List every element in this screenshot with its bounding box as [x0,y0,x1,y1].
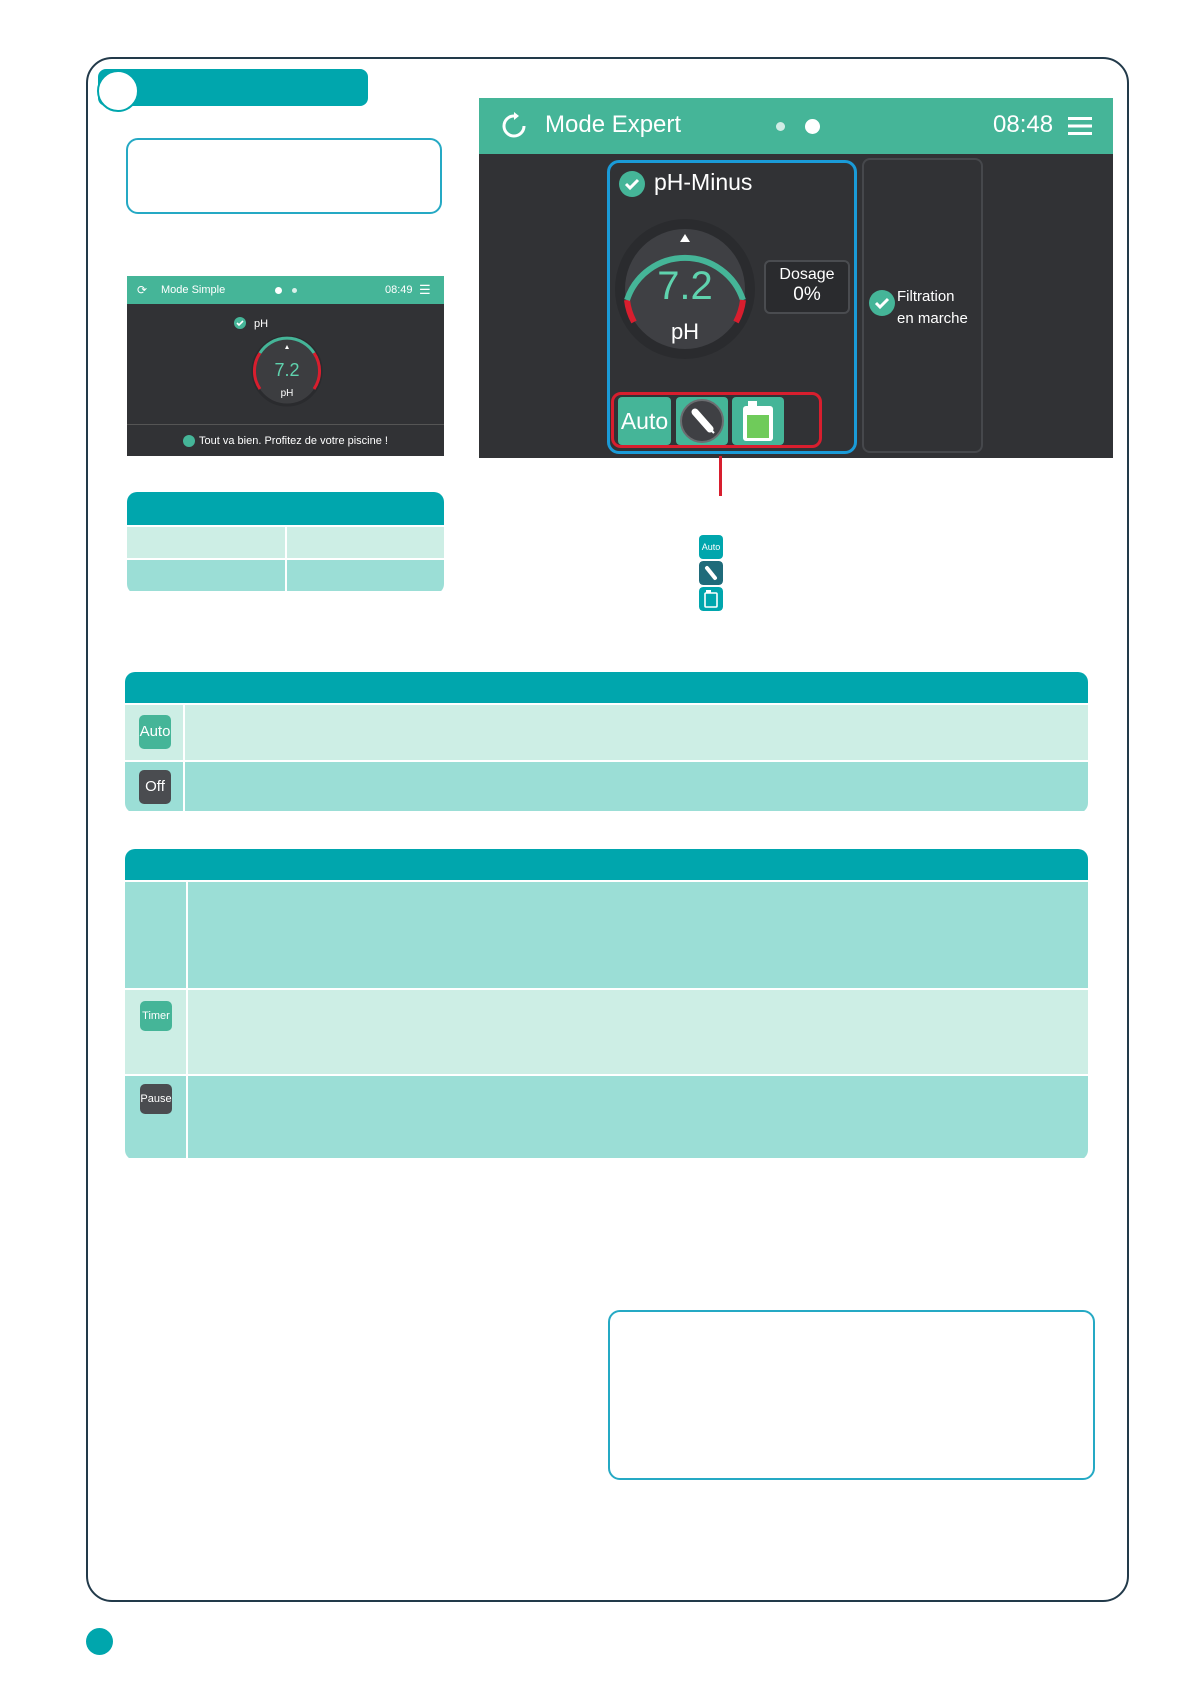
simple-gauge-panel [127,304,444,424]
expert-gauge-unit: pH [670,319,700,344]
mode-table [125,672,1088,813]
check-icon [618,170,646,198]
page-indicator-active [275,287,282,294]
table-icon-cell [125,882,188,988]
simple-mode-title: Mode Simple [161,284,226,296]
refresh-icon[interactable]: ⟳ [137,283,148,297]
expert-gauge-value: 7.2 [657,264,713,308]
expert-mode-title: Mode Expert [545,111,682,138]
filtration-check-icon [868,289,896,317]
auto-badge: Auto [139,715,171,749]
expert-mode-header [479,98,1113,154]
off-badge: Off [139,770,171,804]
filtration-line-2: en marche [897,310,968,327]
table-row [125,988,1088,1074]
expert-mode-screen [479,98,1113,458]
calibration-button[interactable] [676,397,728,445]
table-row [127,558,444,591]
menu-icon[interactable]: ☰ [419,282,431,297]
page-indicator [292,288,297,293]
page-indicator-active [805,119,820,134]
small-table-header [127,492,444,525]
filtration-status [897,286,968,330]
status-footer [127,424,444,456]
ph-card-title: pH-Minus [654,169,753,195]
pause-badge: Pause [140,1084,172,1114]
mode-table-header [125,672,1088,703]
ok-check-icon [183,435,195,447]
small-info-table [127,492,444,594]
expert-mode-time: 08:48 [993,111,1054,138]
timer-table-header [125,849,1088,880]
refresh-icon[interactable] [501,112,527,140]
pointer-line [719,456,722,496]
legend-calibration-icon [699,561,723,585]
info-callout-bottom [608,1310,1095,1480]
dosage-label: Dosage [779,266,835,283]
filtration-line-1: Filtration [897,288,955,305]
table-row [127,525,444,558]
simple-gauge-value: 7.2 [274,360,300,380]
simple-sensor-label: pH [254,318,269,330]
legend-tank-icon [699,587,723,611]
auto-mode-button[interactable]: Auto [618,397,671,445]
tank-button[interactable] [732,397,784,445]
simple-mode-time: 08:49 [385,284,413,296]
simple-gauge-unit: pH [280,388,294,399]
ph-gauge [612,216,758,362]
table-row [125,1074,1088,1158]
page-number-dot [86,1628,113,1655]
dosage-value: 0% [793,284,821,305]
timer-table [125,849,1088,1160]
simple-mode-header [127,276,444,304]
simple-mode-screen [127,276,444,456]
timer-badge: Timer [140,1001,172,1031]
chapter-number-circle [97,70,139,112]
dosage-box [764,260,850,314]
table-row [125,880,1088,988]
page-indicator [776,122,785,131]
table-row [125,703,1088,760]
legend-auto-icon: Auto [699,535,723,559]
table-row [125,760,1088,811]
info-callout-top [126,138,442,214]
menu-icon[interactable] [1068,116,1092,136]
status-message: Tout va bien. Profitez de votre piscine ! [199,435,388,447]
